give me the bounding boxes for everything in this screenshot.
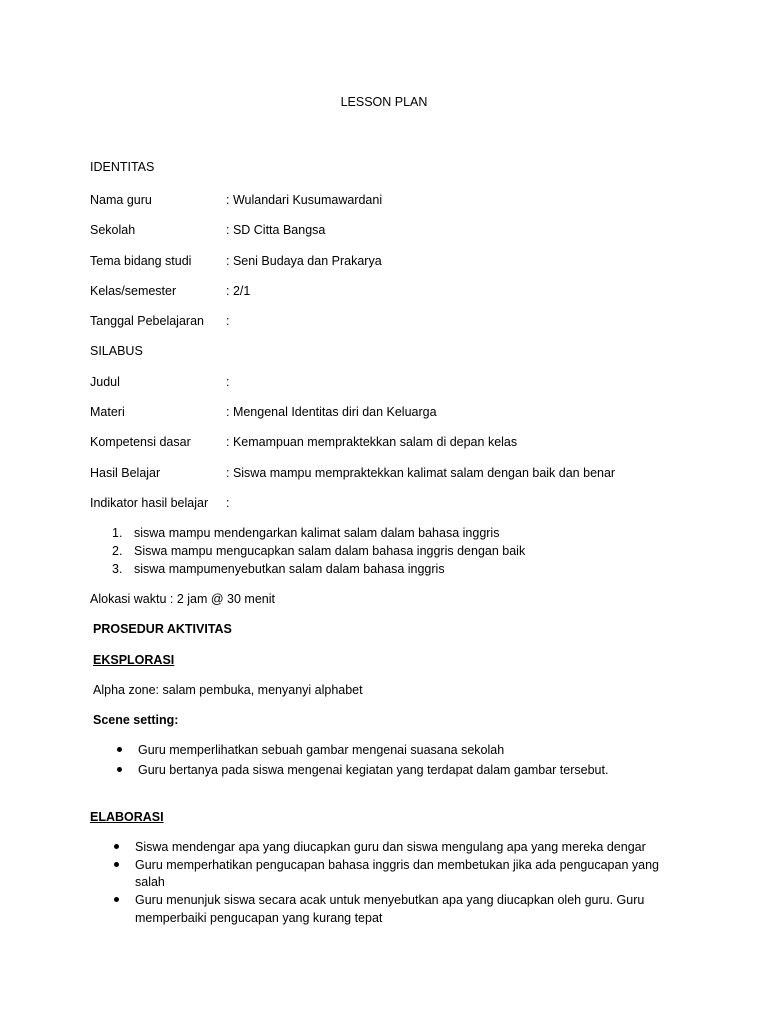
field-label-kompetensi-dasar: Kompetensi dasar	[90, 435, 191, 449]
field-label-kelas-semester: Kelas/semester	[90, 284, 177, 298]
field-value-materi: : Mengenal Identitas diri dan Keluarga	[226, 405, 437, 419]
field-label-indikator-hasil-belajar: Indikator hasil belajar	[90, 496, 209, 510]
field-value-tema-bidang-studi: : Seni Budaya dan Prakarya	[226, 254, 382, 268]
scene-setting-heading: Scene setting:	[93, 713, 179, 727]
field-value-tanggal-pebelajaran: :	[226, 314, 230, 328]
list-item: Guru menunjuk siswa secara acak untuk menyebutkan apa yang diucapkan oleh guru. Guru	[135, 893, 645, 907]
list-item-number: 3.	[112, 562, 123, 576]
list-item: Guru memperhatikan pengucapan bahasa inggris dan membetukan jika ada pengucapan yang	[135, 858, 659, 872]
field-label-sekolah: Sekolah	[90, 223, 136, 237]
field-label-tanggal-pebelajaran: Tanggal Pebelajaran	[90, 314, 204, 328]
field-value-sekolah: : SD Citta Bangsa	[226, 223, 326, 237]
bullet-icon	[114, 897, 119, 902]
field-value-nama-guru: : Wulandari Kusumawardani	[226, 193, 383, 207]
bullet-icon	[114, 844, 119, 849]
list-item: Guru memperlihatkan sebuah gambar mengenai suasana sekolah	[138, 743, 505, 757]
field-label-tema-bidang-studi: Tema bidang studi	[90, 254, 192, 268]
document-title: LESSON PLAN	[340, 95, 428, 109]
field-label-hasil-belajar: Hasil Belajar	[90, 466, 161, 480]
prosedur-heading: PROSEDUR AKTIVITAS	[93, 622, 232, 636]
list-item: Siswa mendengar apa yang diucapkan guru dan siswa mengulang apa yang mereka dengar	[135, 840, 646, 854]
field-label-materi: Materi	[90, 405, 125, 419]
identitas-heading: IDENTITAS	[90, 160, 155, 174]
bullet-icon	[117, 747, 122, 752]
field-value-hasil-belajar: : Siswa mampu mempraktekkan kalimat salam dengan baik dan benar	[226, 466, 616, 480]
field-value-indikator-hasil-belajar: :	[226, 496, 230, 510]
field-label-judul: Judul	[90, 375, 120, 389]
bullet-icon	[114, 862, 119, 867]
elaborasi-heading: ELABORASI	[90, 810, 164, 824]
field-value-judul: :	[226, 375, 230, 389]
field-value-kompetensi-dasar: : Kemampuan mempraktekkan salam di depan kelas	[226, 435, 518, 449]
field-value-kelas-semester: : 2/1	[226, 284, 251, 298]
eksplorasi-heading: EKSPLORASI	[93, 653, 175, 667]
list-item: Siswa mampu mengucapkan salam dalam bahasa inggris dengan baik	[134, 544, 526, 558]
list-item-number: 1.	[112, 526, 123, 540]
list-item: Guru bertanya pada siswa mengenai kegiatan yang terdapat dalam gambar tersebut.	[138, 763, 609, 777]
list-item: siswa mampu mendengarkan kalimat salam dalam bahasa inggris	[134, 526, 500, 540]
field-label-nama-guru: Nama guru	[90, 193, 152, 207]
alokasi-waktu: Alokasi waktu : 2 jam @ 30 menit	[90, 592, 275, 606]
silabus-heading: SILABUS	[90, 344, 143, 358]
list-item-continuation: salah	[135, 875, 165, 889]
bullet-icon	[117, 767, 122, 772]
list-item-number: 2.	[112, 544, 123, 558]
alpha-zone-text: Alpha zone: salam pembuka, menyanyi alphabet	[93, 683, 363, 697]
list-item-continuation: memperbaiki pengucapan yang kurang tepat	[135, 911, 383, 925]
list-item: siswa mampumenyebutkan salam dalam bahasa inggris	[134, 562, 445, 576]
